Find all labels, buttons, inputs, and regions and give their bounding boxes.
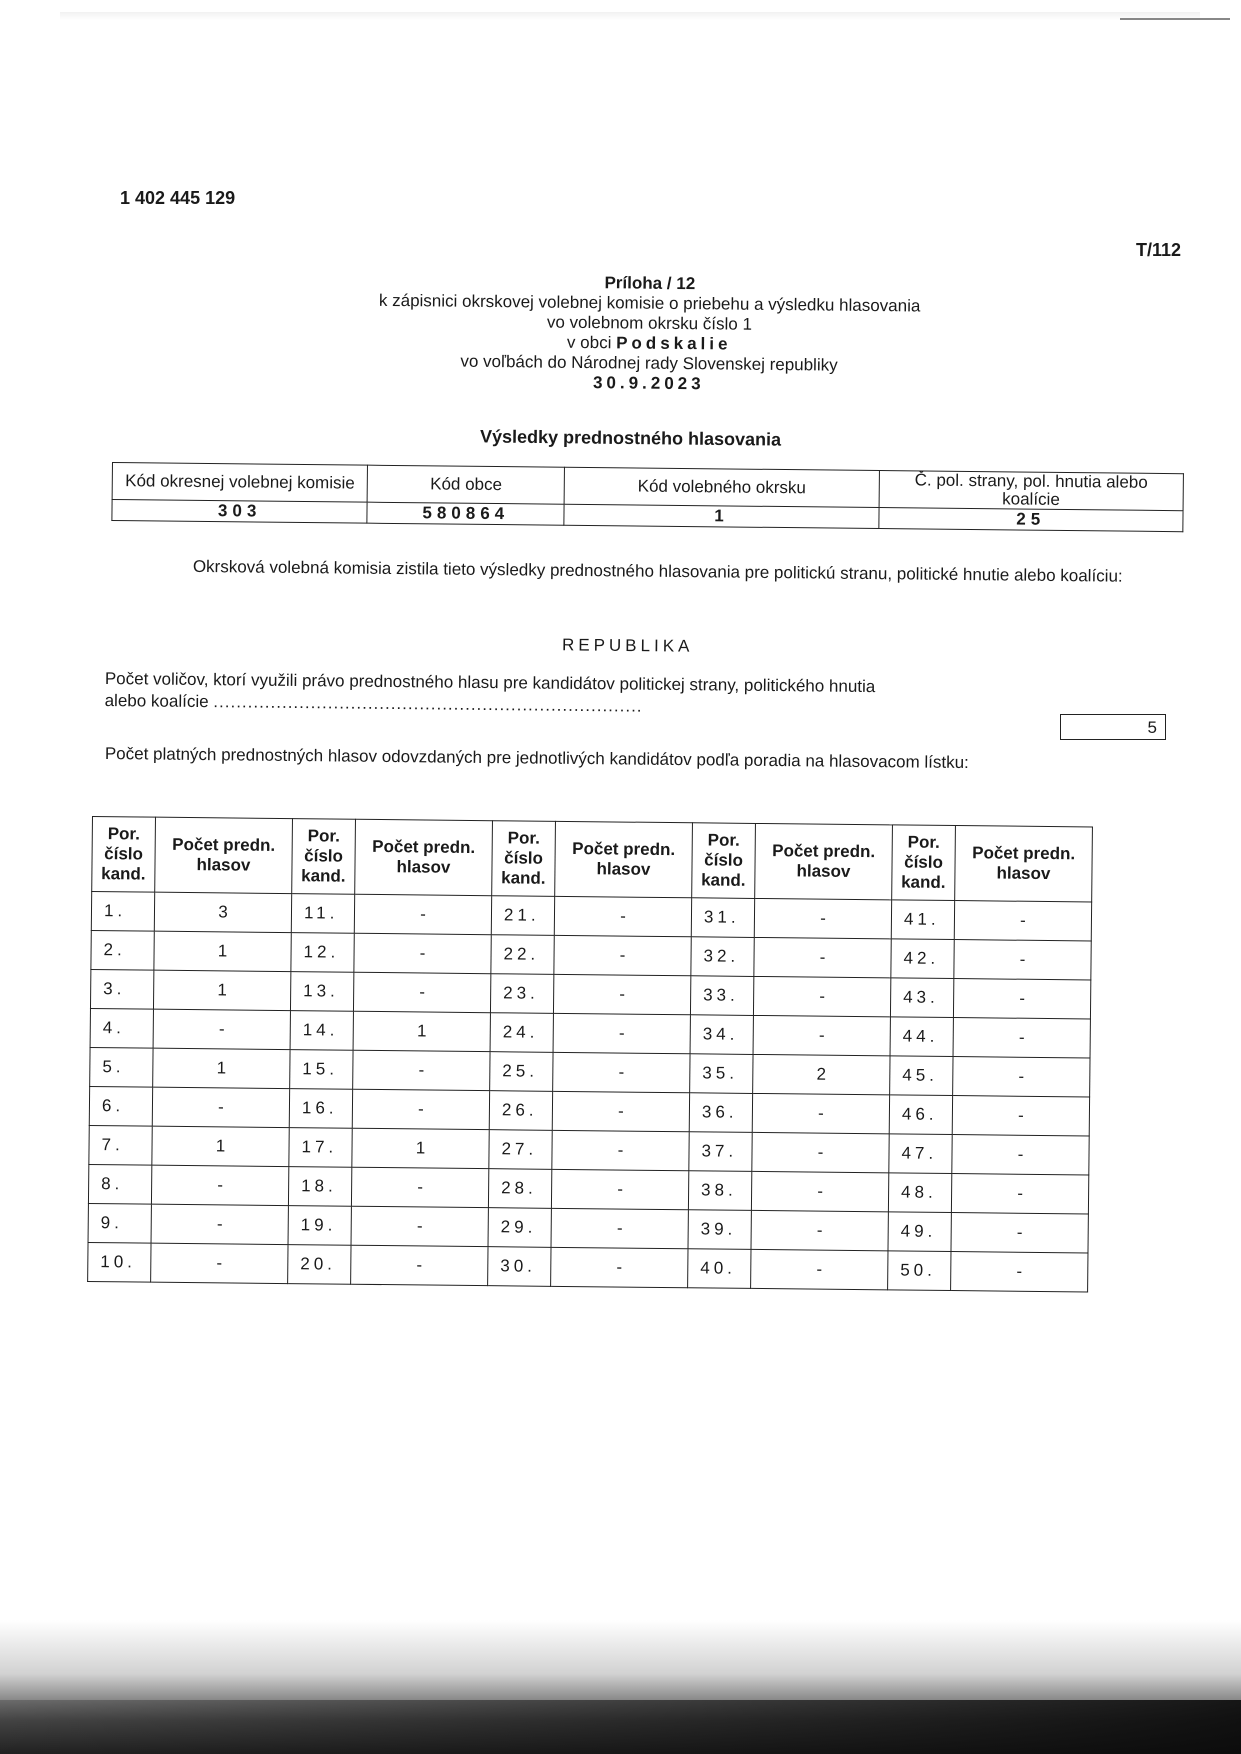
preference-votes: 1 xyxy=(154,931,291,971)
preference-votes: - xyxy=(951,1252,1088,1292)
candidate-number: 5. xyxy=(90,1047,153,1087)
candidate-number: 44. xyxy=(890,1017,953,1057)
preference-votes: - xyxy=(552,1091,689,1131)
col-header-preference-votes: Počet predn. hlasov xyxy=(155,817,293,893)
preference-votes: - xyxy=(151,1243,288,1283)
preference-votes: - xyxy=(751,1249,888,1289)
candidate-number: 1. xyxy=(91,892,154,932)
candidate-number: 36. xyxy=(689,1093,752,1133)
candidate-number: 31. xyxy=(691,898,754,938)
candidate-number: 23. xyxy=(490,974,553,1014)
candidate-number: 7. xyxy=(89,1125,152,1165)
candidate-number: 3. xyxy=(90,969,153,1009)
preference-votes: - xyxy=(553,1013,690,1053)
voters-count-box: 5 xyxy=(1060,714,1166,740)
candidate-number: 29. xyxy=(488,1208,551,1248)
intro-text: Okrsková volebná komisia zistila tieto výsledky prednostného hlasovania pre politickú stranu, politické hnutie alebo koalíciu: xyxy=(192,556,1123,586)
results-header-row xyxy=(92,817,1093,902)
col-header-candidate-number: Por. číslo kand. xyxy=(292,819,356,895)
preference-votes: - xyxy=(952,1096,1089,1136)
candidate-number: 50. xyxy=(888,1251,951,1291)
preference-votes: - xyxy=(351,1245,488,1285)
candidate-number: 2. xyxy=(91,930,154,970)
col-header-preference-votes: Počet predn. hlasov xyxy=(755,823,893,899)
preference-votes: 1 xyxy=(353,1011,490,1051)
preference-votes: - xyxy=(351,1206,488,1246)
candidate-number: 41. xyxy=(891,900,954,940)
code-header-municipality: Kód obce xyxy=(367,465,564,504)
preference-votes: - xyxy=(353,972,490,1012)
preference-votes: - xyxy=(353,1050,490,1090)
candidate-number: 18. xyxy=(288,1167,351,1207)
preference-votes: 3 xyxy=(154,892,291,932)
preference-votes: - xyxy=(551,1169,688,1209)
candidate-number: 47. xyxy=(889,1134,952,1174)
preference-votes: - xyxy=(953,1018,1090,1058)
preference-votes: - xyxy=(553,974,690,1014)
candidate-number: 38. xyxy=(688,1171,751,1211)
col-header-candidate-number: Por. číslo kand. xyxy=(692,823,756,899)
candidate-number: 34. xyxy=(690,1015,753,1055)
candidate-number: 6. xyxy=(89,1086,152,1126)
col-header-candidate-number: Por. číslo kand. xyxy=(492,821,556,897)
preference-votes: - xyxy=(753,1015,890,1055)
preference-votes: - xyxy=(754,937,891,977)
preference-votes: - xyxy=(752,1132,889,1172)
municipality-name: Podskalie xyxy=(616,333,732,354)
preference-votes: 2 xyxy=(753,1054,890,1094)
preference-votes: - xyxy=(151,1204,288,1244)
preference-votes: - xyxy=(352,1089,489,1129)
candidate-number: 46. xyxy=(889,1095,952,1135)
candidate-number: 32. xyxy=(691,937,754,977)
candidate-number: 42. xyxy=(891,939,954,979)
preference-votes: - xyxy=(754,898,891,938)
candidate-number: 14. xyxy=(290,1011,353,1051)
valid-votes-text: Počet platných prednostných hlasov odovzdaných pre jednotlivých kandidátov podľa poradia na hlasovacom lístku: xyxy=(104,744,969,773)
municipality-prefix: v obci xyxy=(566,332,612,353)
codes-table xyxy=(111,462,1184,532)
preference-votes: - xyxy=(954,901,1091,941)
header-line-1: k zápisnici okrskovej volebnej komisie o priebehu a výsledku hlasovania xyxy=(378,290,921,316)
candidate-number: 17. xyxy=(289,1128,352,1168)
col-header-preference-votes: Počet predn. hlasov xyxy=(955,826,1093,902)
candidate-number: 27. xyxy=(489,1130,552,1170)
candidate-number: 12. xyxy=(291,933,354,973)
candidate-number: 16. xyxy=(289,1089,352,1129)
section-title: REPUBLIKA xyxy=(561,635,694,656)
preference-votes: - xyxy=(951,1213,1088,1253)
candidate-number: 10. xyxy=(88,1242,151,1282)
candidate-number: 35. xyxy=(690,1054,753,1094)
code-header-precinct: Kód volebného okrsku xyxy=(564,467,879,507)
candidate-number: 28. xyxy=(488,1169,551,1209)
voters-text xyxy=(105,668,1025,722)
attachment-title: Príloha / 12 xyxy=(604,273,696,294)
results-table xyxy=(87,816,1093,1292)
preference-votes: - xyxy=(751,1171,888,1211)
candidate-number: 21. xyxy=(491,896,554,936)
preference-votes: - xyxy=(751,1210,888,1250)
preference-votes: - xyxy=(951,1174,1088,1214)
preference-votes: - xyxy=(551,1247,688,1287)
col-header-candidate-number: Por. číslo kand. xyxy=(92,817,156,893)
candidate-number: 9. xyxy=(88,1203,151,1243)
code-header-party: Č. pol. strany, pol. hnutia alebo koalície xyxy=(879,471,1184,511)
dot-leader: ........................................................................... xyxy=(213,692,643,716)
header-line-2: vo volebnom okrsku číslo 1 xyxy=(546,312,753,334)
preference-votes: - xyxy=(354,894,491,934)
col-header-preference-votes: Počet predn. hlasov xyxy=(555,821,693,897)
code-value-municipality: 580864 xyxy=(367,502,564,525)
form-code: T/112 xyxy=(1136,240,1182,260)
results-body xyxy=(88,892,1092,1292)
preference-votes: - xyxy=(954,940,1091,980)
candidate-number: 39. xyxy=(688,1210,751,1250)
code-value-party: 25 xyxy=(879,508,1183,532)
candidate-number: 20. xyxy=(288,1245,351,1285)
preference-votes: - xyxy=(553,1052,690,1092)
candidate-number: 37. xyxy=(689,1132,752,1172)
preference-votes: - xyxy=(153,1009,290,1049)
candidate-number: 8. xyxy=(88,1164,151,1204)
scan-bottom-edge xyxy=(0,1700,1241,1754)
results-title: Výsledky prednostného hlasovania xyxy=(479,426,782,450)
candidate-number: 22. xyxy=(491,935,554,975)
document-id: 1 402 445 129 xyxy=(120,188,236,208)
col-header-preference-votes: Počet predn. hlasov xyxy=(355,819,493,895)
preference-votes: - xyxy=(151,1165,288,1205)
preference-votes: 1 xyxy=(153,970,290,1010)
preference-votes: - xyxy=(953,979,1090,1019)
header-line-4: vo voľbách do Národnej rady Slovenskej republiky xyxy=(460,351,838,375)
document-header xyxy=(299,270,1000,397)
voters-text-line-2-label: alebo koalície xyxy=(104,690,209,712)
candidate-number: 19. xyxy=(288,1206,351,1246)
election-date: 30.9.2023 xyxy=(592,373,705,394)
candidate-number: 13. xyxy=(290,972,353,1012)
candidate-number: 45. xyxy=(890,1056,953,1096)
voters-text-line-1: Počet voličov, ktorí využili právo prednostného hlasu pre kandidátov politickej strany, politického hnutia xyxy=(104,668,876,697)
candidate-number: 15. xyxy=(290,1050,353,1090)
code-value-district: 303 xyxy=(112,500,368,524)
preference-votes: - xyxy=(152,1087,289,1127)
candidate-number: 25. xyxy=(490,1052,553,1092)
col-header-candidate-number: Por. číslo kand. xyxy=(892,825,956,901)
candidate-number: 26. xyxy=(489,1091,552,1131)
preference-votes: - xyxy=(752,1093,889,1133)
preference-votes: - xyxy=(554,896,691,936)
code-value-precinct: 1 xyxy=(564,504,879,528)
candidate-number: 40. xyxy=(688,1249,751,1289)
code-header-district: Kód okresnej volebnej komisie xyxy=(112,463,368,503)
preference-votes: - xyxy=(351,1167,488,1207)
preference-votes: - xyxy=(551,1208,688,1248)
preference-votes: - xyxy=(354,933,491,973)
scan-top-line xyxy=(1120,18,1230,20)
candidate-number: 11. xyxy=(291,894,354,934)
candidate-number: 48. xyxy=(888,1173,951,1213)
preference-votes: - xyxy=(753,976,890,1016)
candidate-number: 49. xyxy=(888,1212,951,1252)
preference-votes: - xyxy=(552,1130,689,1170)
candidate-number: 30. xyxy=(488,1247,551,1287)
candidate-number: 4. xyxy=(90,1008,153,1048)
preference-votes: - xyxy=(554,935,691,975)
preference-votes: - xyxy=(952,1135,1089,1175)
preference-votes: 1 xyxy=(152,1126,289,1166)
scan-top-edge xyxy=(60,12,1200,20)
candidate-number: 43. xyxy=(890,978,953,1018)
preference-votes: 1 xyxy=(153,1048,290,1088)
preference-votes: - xyxy=(953,1057,1090,1097)
candidate-number: 33. xyxy=(690,976,753,1016)
preference-votes: 1 xyxy=(352,1128,489,1168)
candidate-number: 24. xyxy=(490,1013,553,1053)
